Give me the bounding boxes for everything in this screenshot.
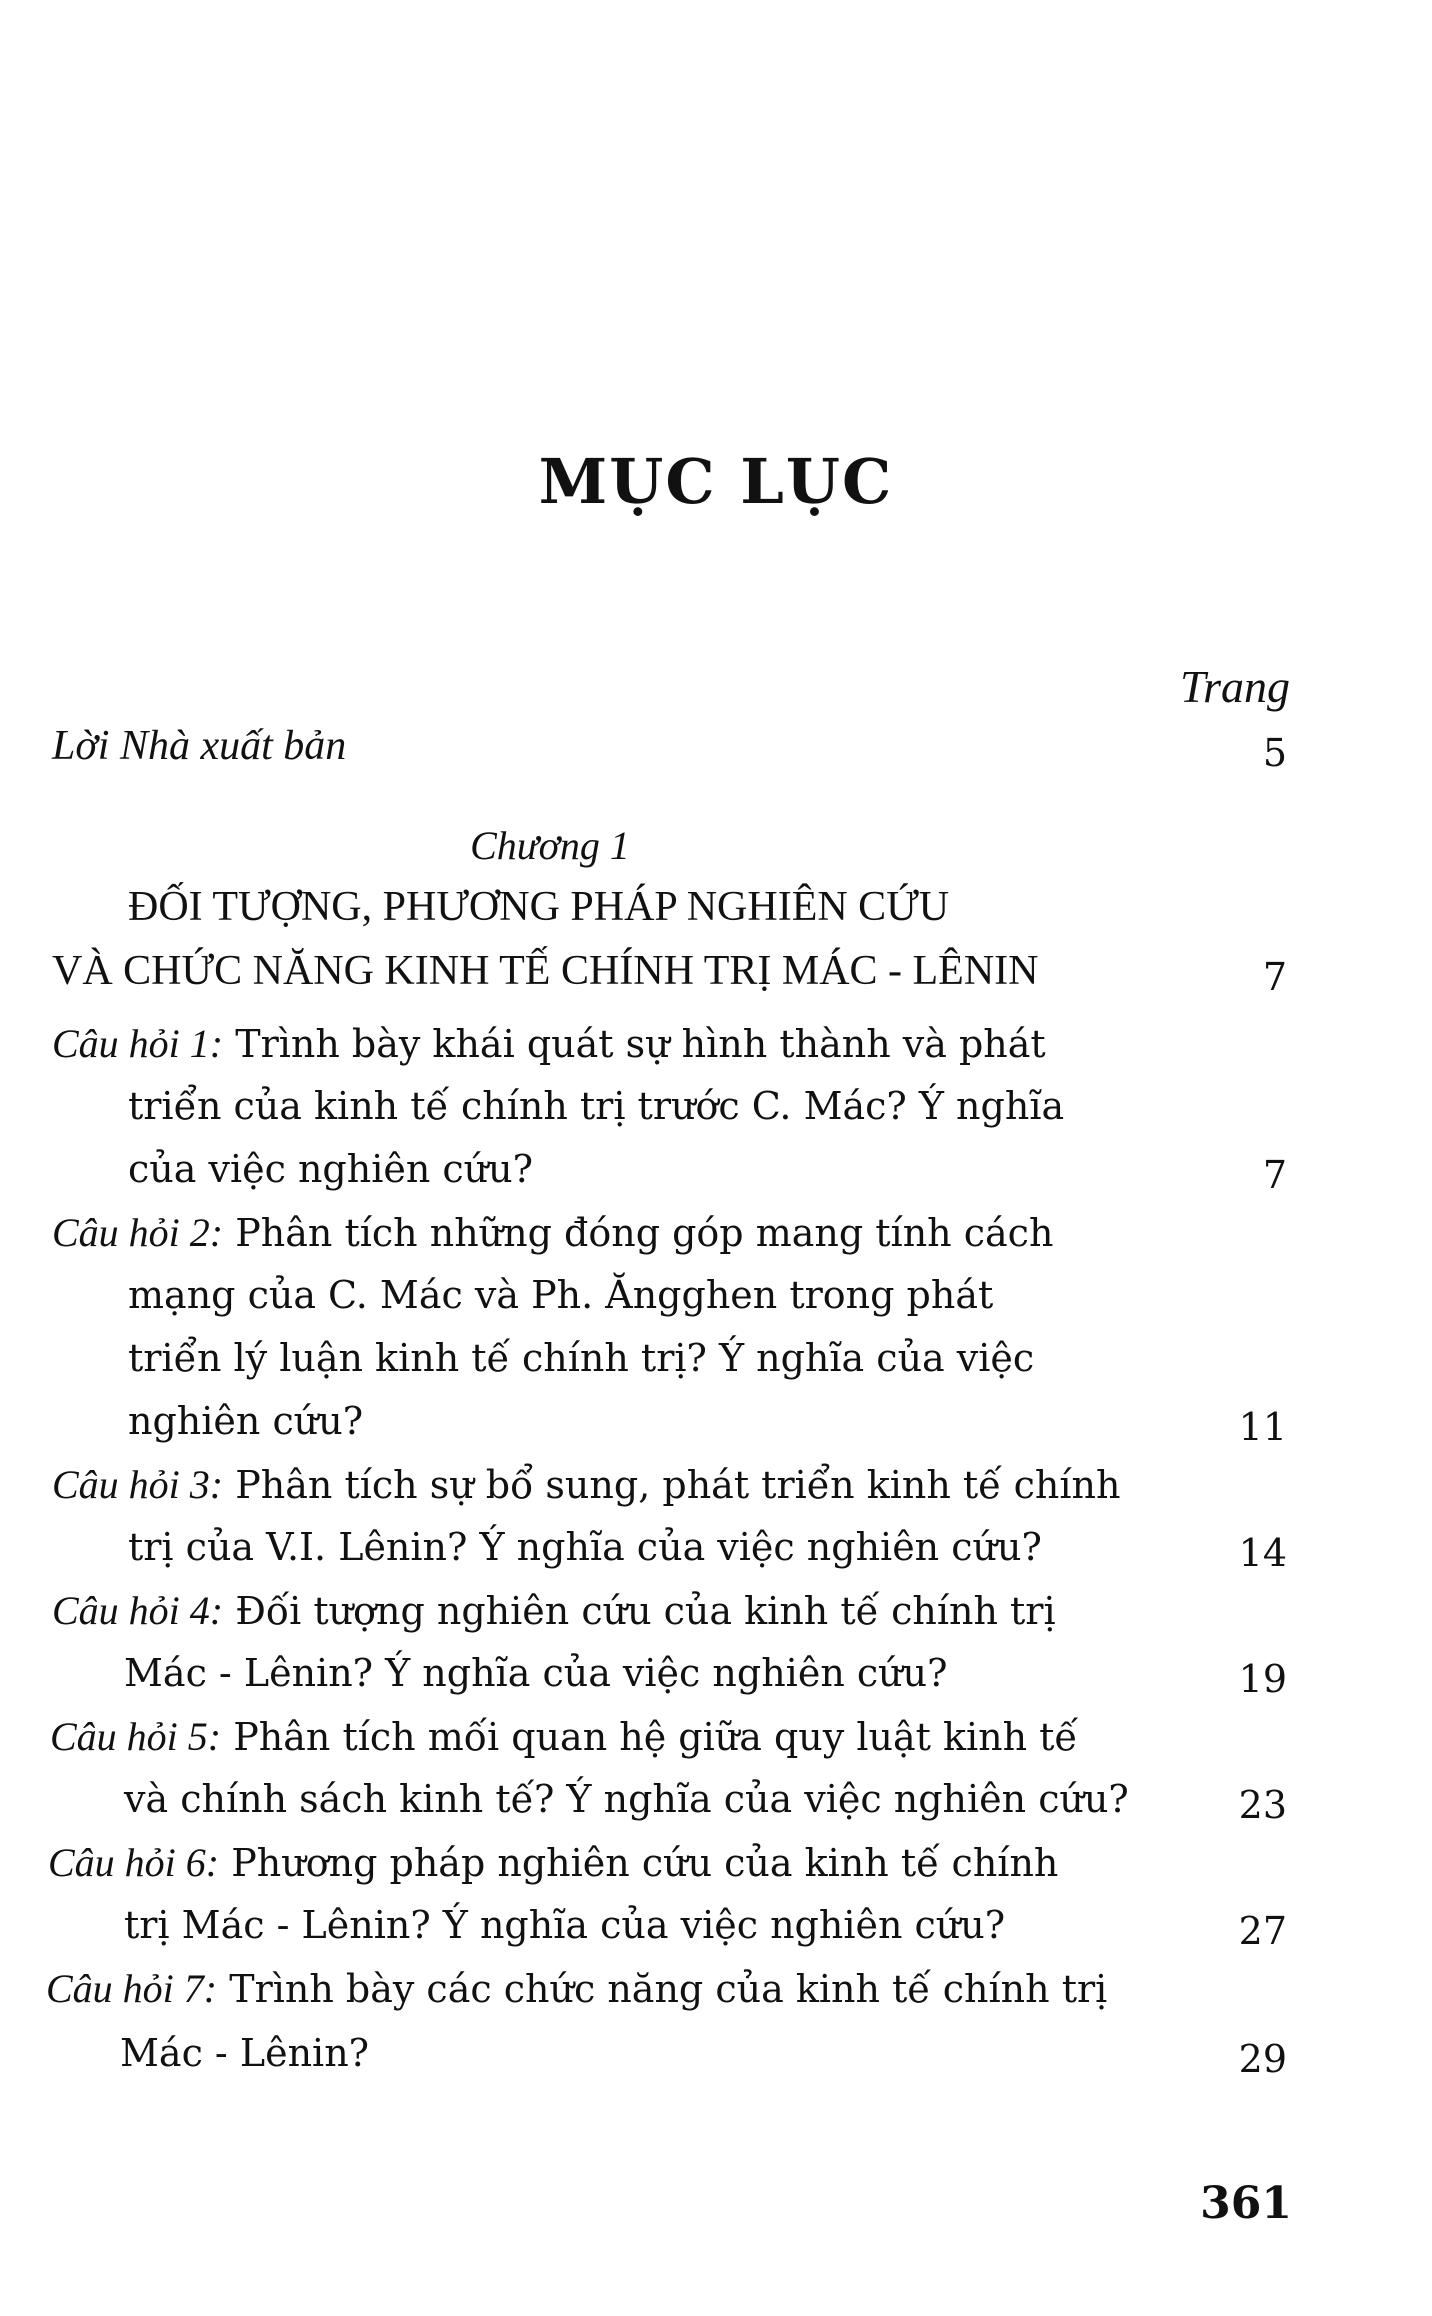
chapter-title-line: ĐỐI TƯỢNG, PHƯƠNG PHÁP NGHIÊN CỨU [128,884,950,930]
question-text: Phân tích mối quan hệ giữa quy luật kinh tế [233,1715,1078,1759]
question-label: Câu hỏi 7: [46,1966,218,2011]
question-page: 19 [1238,1657,1287,1701]
question-label: Câu hỏi 6: [48,1840,220,1885]
question-page: 29 [1238,2037,1287,2081]
question-line: trị Mác - Lênin? Ý nghĩa của việc nghiên cứu? [124,1903,1006,1947]
question-label: Câu hỏi 5: [50,1714,222,1759]
chapter-page: 7 [1262,955,1287,999]
question-text: Phân tích sự bổ sung, phát triển kinh tế chính [235,1463,1121,1507]
question-line: trị của V.I. Lênin? Ý nghĩa của việc nghiên cứu? [128,1525,1042,1569]
question-text: Trình bày các chức năng của kinh tế chính trị [229,1967,1108,2011]
question-text: Trình bày khái quát sự hình thành và phát [235,1022,1046,1066]
question-first-line [52,1462,1121,1507]
question-label: Câu hỏi 2: [52,1210,224,1255]
question-text: Phương pháp nghiên cứu của kinh tế chính [231,1841,1059,1885]
question-first-line [52,1588,1056,1633]
question-first-line [52,1210,1054,1255]
question-line: và chính sách kinh tế? Ý nghĩa của việc nghiên cứu? [124,1777,1129,1821]
preface-page: 5 [1262,731,1287,775]
question-page: 11 [1238,1405,1287,1449]
question-line: triển lý luận kinh tế chính trị? Ý nghĩa của việc [128,1336,1035,1380]
question-first-line [48,1840,1059,1885]
question-text: Phân tích những đóng góp mang tính cách [235,1211,1054,1255]
question-line: nghiên cứu? [128,1399,364,1443]
question-text: Đối tượng nghiên cứu của kinh tế chính trị [235,1589,1056,1633]
question-line: Mác - Lênin? [120,2031,370,2075]
question-first-line [50,1714,1078,1759]
question-line: triển của kinh tế chính trị trước C. Mác? Ý nghĩa [128,1084,1065,1128]
footer-page-number: 361 [1200,2178,1292,2229]
page-title: MỤC LỤC [538,445,894,518]
question-first-line [46,1966,1108,2011]
question-page: 14 [1238,1531,1287,1575]
chapter-label: Chương 1 [470,823,630,868]
question-label: Câu hỏi 4: [52,1588,224,1633]
question-line: mạng của C. Mác và Ph. Ăngghen trong phát [128,1273,994,1317]
page-column-header: Trang [1180,661,1290,712]
question-first-line [52,1021,1046,1066]
question-label: Câu hỏi 1: [52,1021,224,1066]
question-line: Mác - Lênin? Ý nghĩa của việc nghiên cứu? [124,1651,948,1695]
question-page: 23 [1238,1783,1287,1827]
chapter-title-line: VÀ CHỨC NĂNG KINH TẾ CHÍNH TRỊ MÁC - LÊNIN [52,948,1039,994]
question-page: 27 [1238,1909,1287,1953]
preface-label: Lời Nhà xuất bản [52,723,347,769]
question-label: Câu hỏi 3: [52,1462,224,1507]
question-page: 7 [1262,1153,1287,1197]
question-line: của việc nghiên cứu? [128,1147,534,1191]
